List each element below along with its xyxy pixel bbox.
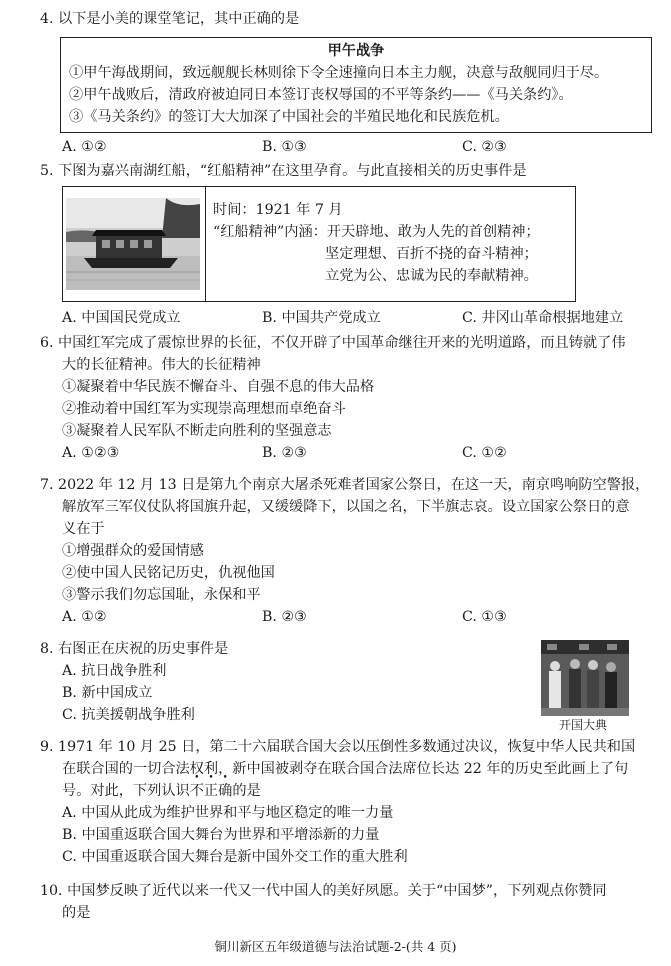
question-stem: 7. 2022 年 12 月 13 日是第九个南京大屠杀死难者国家公祭日，在这一天，南京鸣响防空警报， (40, 477, 650, 493)
option-b[interactable]: B. ②③ (262, 445, 307, 461)
option-b[interactable]: B. 新中国成立 (62, 685, 153, 701)
option-c[interactable]: C. ①② (462, 445, 507, 461)
statement-item: ②甲午战败后，清政府被迫同日本签订丧权辱国的不平等条约——《马关条约》。 (69, 87, 573, 103)
option-a[interactable]: A. 抗日战争胜利 (62, 663, 167, 679)
emphasis-char: 正 (203, 783, 219, 799)
option-b[interactable]: B. 中国共产党成立 (262, 310, 381, 326)
option-a[interactable]: A. 中国从此成为维护世界和平与地区稳定的唯一力量 (62, 805, 394, 821)
statement-item: ①甲午海战期间，致远舰舰长林则徐下令全速撞向日本主力舰，决意与敌舰同归于尽。 (69, 65, 609, 81)
option-a[interactable]: A. ①② (62, 139, 107, 155)
spirit-text: 立党为公、忠诚为民的奉献精神。 (325, 268, 538, 284)
statement-item: ②推动着中国红军为实现崇高理想而卓绝奋斗 (62, 401, 346, 417)
statement-item: ①凝聚着中华民族不懈奋斗、自强不息的伟大品格 (62, 379, 375, 395)
answer-options (40, 307, 656, 329)
question-stem: 在联合国的一切合法权利，新中国被剥夺在联合国合法席位长达 22 年的历史至此画上了句 (62, 761, 629, 777)
notes-box-title: 甲午战争 (327, 43, 385, 59)
founding-ceremony-photo (541, 640, 629, 716)
option-c[interactable]: C. 中国重返联合国大舞台是新中国外交工作的重大胜利 (62, 849, 408, 865)
statement-item: ③凝聚着人民军队不断走向胜利的坚强意志 (62, 423, 332, 439)
emphasis-text (190, 783, 233, 799)
option-a[interactable]: A. ①②③ (62, 445, 120, 461)
time-text: 时间：1921 年 7 月 (213, 202, 343, 218)
stem-text: 的是 (232, 783, 261, 799)
spirit-text: 坚定理想、百折不挠的奋斗精神； (325, 246, 538, 262)
spirit-text: “红船精神”内涵：开天辟地、敢为人先的首创精神； (213, 224, 540, 240)
red-boat-photo (66, 198, 200, 290)
page-footer: 铜川新区五年级道德与法治试题-2-(共 4 页) (214, 939, 457, 954)
statement-item: ②使中国人民铭记历史，仇视他国 (62, 565, 275, 581)
option-a[interactable]: A. ①② (62, 609, 107, 625)
question-stem: 解放军三军仪仗队将国旗升起，又缓缓降下，以国之名，下半旗志哀。设立国家公祭日的意 (62, 499, 630, 515)
photo-caption: 开国大典 (558, 718, 607, 732)
statement-item: ①增强群众的爱国情感 (62, 543, 204, 559)
question-stem: 4. 以下是小美的课堂笔记，其中正确的是 (40, 11, 300, 27)
question-4 (40, 8, 656, 30)
question-5 (40, 160, 656, 182)
question-stem: 的是 (62, 905, 91, 921)
red-boat-photo-cell (63, 187, 206, 301)
emphasis-char: 不 (189, 783, 204, 799)
answer-options (40, 136, 656, 158)
option-c[interactable]: C. ②③ (462, 139, 507, 155)
option-c[interactable]: C. ①③ (462, 609, 507, 625)
question-7 (40, 474, 656, 628)
option-a[interactable]: A. 中国国民党成立 (62, 310, 181, 326)
red-boat-box (62, 186, 576, 302)
question-6 (40, 332, 656, 464)
question-9 (40, 736, 656, 868)
option-b[interactable]: B. ②③ (262, 609, 307, 625)
option-b[interactable]: B. ①③ (262, 139, 307, 155)
emphasis-char: 确 (218, 783, 233, 799)
stem-text: 号。对此，下列认识 (62, 783, 190, 799)
question-stem (40, 780, 656, 802)
option-b[interactable]: B. 中国重返联合国大舞台为世界和平增添新的力量 (62, 827, 380, 843)
red-boat-info (213, 199, 573, 287)
question-10 (40, 880, 656, 924)
question-stem: 大的长征精神。伟大的长征精神 (62, 357, 261, 373)
question-stem: 10. 中国梦反映了近代以来一代又一代中国人的美好夙愿。关于“中国梦”，下列观点你赞同 (40, 883, 607, 899)
statement-item: ③《马关条约》的签订大大加深了中国社会的半殖民地化和民族危机。 (69, 109, 509, 125)
option-c[interactable]: C. 井冈山革命根据地建立 (462, 310, 624, 326)
question-stem: 义在于 (62, 521, 105, 537)
option-c[interactable]: C. 抗美援朝战争胜利 (62, 707, 195, 723)
statement-item: ③警示我们勿忘国耻，永保和平 (62, 587, 261, 603)
question-stem: 6. 中国红军完成了震惊世界的长征，不仅开辟了中国革命继往开来的光明道路，而且铸就了伟 (40, 335, 626, 351)
question-stem: 5. 下图为嘉兴南湖红船，“红船精神”在这里孕育。与此直接相关的历史事件是 (40, 163, 527, 179)
question-stem: 8. 右图正在庆祝的历史事件是 (40, 641, 229, 657)
question-stem: 9. 1971 年 10 月 25 日，第二十六届联合国大会以压倒性多数通过决议，恢复中华人民共和国 (40, 739, 636, 755)
notes-box (60, 37, 652, 133)
